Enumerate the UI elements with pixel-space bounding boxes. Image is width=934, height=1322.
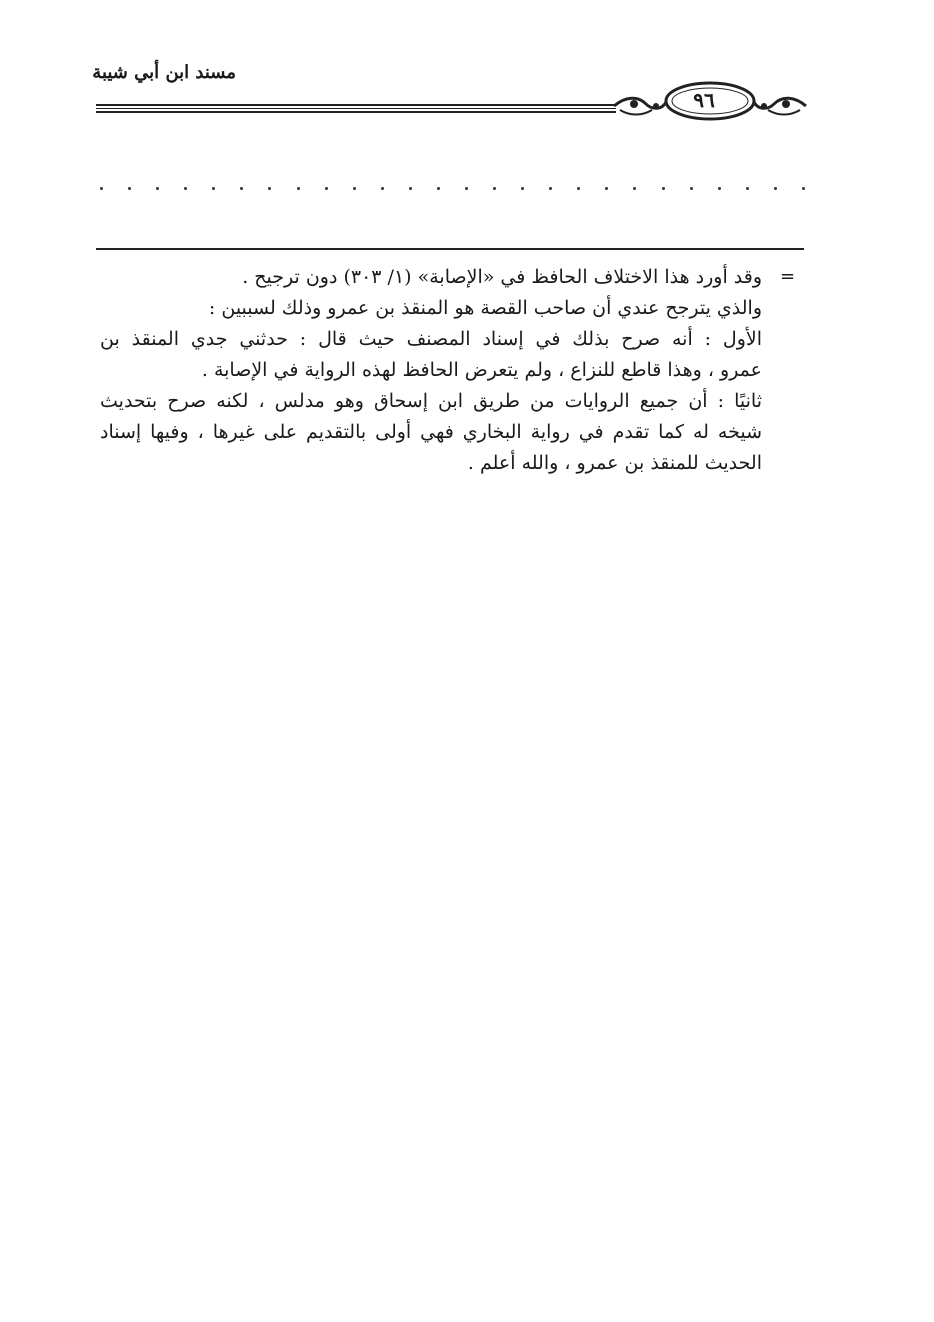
footnote-continuation-marker: =	[780, 266, 796, 287]
footnote-line: ثانيًا : أن جميع الروايات من طريق ابن إسحاق وهو مدلس ، لكنه صرح بتحديث	[100, 390, 762, 412]
footnote-line: شيخه له كما تقدم في رواية البخاري فهي أولى بالتقديم على غيرها ، وفيها إسناد	[100, 421, 762, 443]
footnote-line: الأول : أنه صرح بذلك في إسناد المصنف حيث قال : حدثني جدي المنقذ بن	[100, 328, 762, 350]
page-number: ٩٦	[693, 88, 715, 112]
footnote-line: عمرو ، وهذا قاطع للنزاع ، ولم يتعرض الحافظ لهذه الرواية في الإصابة .	[201, 359, 762, 381]
footnote-line: وقد أورد هذا الاختلاف الحافظ في «الإصابة» (١/ ٣٠٣) دون ترجيح .	[242, 266, 762, 288]
footnote-text	[100, 262, 762, 479]
footnote-line: الحديث للمنقذ بن عمرو ، والله أعلم .	[467, 452, 762, 474]
footnote-separator	[96, 248, 804, 250]
header-rule	[96, 108, 616, 109]
book-title: مسند ابن أبي شيبة	[92, 62, 236, 83]
header-rule	[96, 104, 616, 106]
footnote-line: والذي يترجح عندي أن صاحب القصة هو المنقذ بن عمرو وذلك لسببين :	[208, 297, 762, 319]
header-rule	[96, 111, 616, 113]
ellipsis-dots	[100, 178, 805, 198]
